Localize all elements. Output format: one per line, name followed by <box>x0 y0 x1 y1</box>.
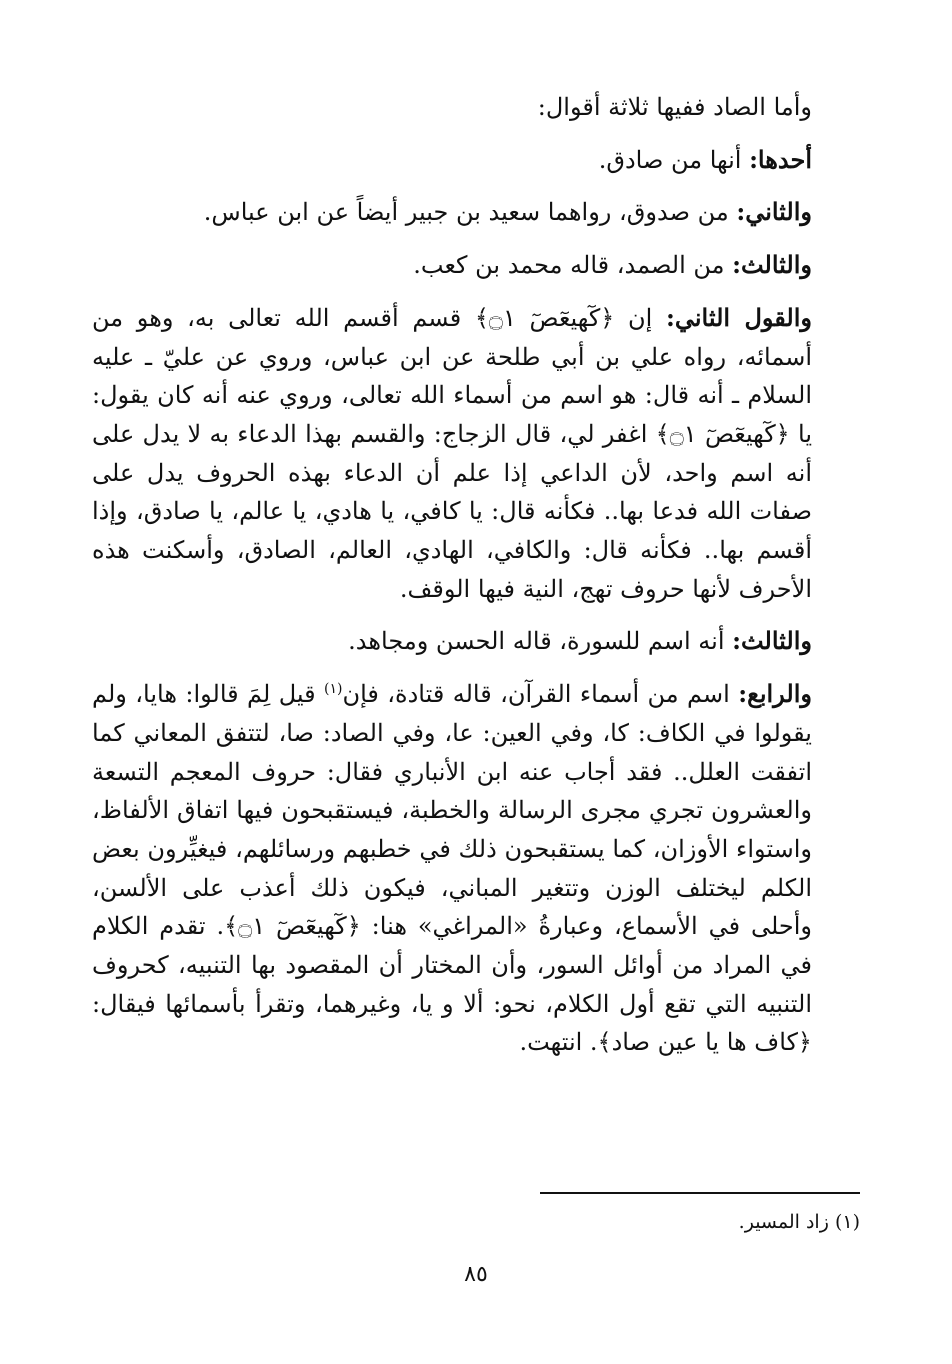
paragraph-text: إن ﴿كٓهيعٓصٓ ۝١﴾ قسم أقسم الله تعالى به، وهو من أسمائه، رواه علي بن أبي طلحة عن ابن عباس، وروي عن عليّ ـ عليه السلام ـ أنه قال: هو اسم من أسماء الله تعالى، وروي عنه أنه كان يقول: يا ﴿كٓهيعٓصٓ ۝١﴾ اغفر لي، قال الزجاج: والقسم بهذا الدعاء به لا يدل على أنه اسم واحد، لأن الداعي إذا علم أن الدعاء بهذه الحروف يدل على صفات الله فدعا بها.. فكأنه قال: يا كافي، يا هادي، يا عالم، يا صادق، وإذا أقسم بها.. فكأنه قال: والكافي، الهادي، العالم، الصادق، وأسكنت هذه الأحرف لأنها حروف تهج، النية فيها الوقف. <box>92 303 812 603</box>
paragraph-second-saying <box>92 299 812 609</box>
paragraph-text: أنه اسم للسورة، قاله الحسن ومجاهد. <box>348 627 733 656</box>
footnote-divider <box>540 1192 860 1194</box>
footnote-text: زاد المسير. <box>738 1211 829 1233</box>
paragraph-label: أحدها: <box>749 144 812 174</box>
paragraph-text: أنها من صادق. <box>598 145 750 174</box>
paragraph-third-saying <box>92 622 812 661</box>
footnote-marker: (١) <box>834 1211 860 1233</box>
page-number: ٨٥ <box>464 1262 488 1287</box>
footnote <box>540 1208 860 1236</box>
footnote-reference[interactable]: (١) <box>324 681 343 698</box>
paragraph-intro: وأما الصاد ففيها ثلاثة أقوال: <box>537 93 812 121</box>
paragraph-text: من صدوق، رواهما سعيد بن جبير أيضاً عن ابن عباس. <box>203 198 737 227</box>
body-text <box>92 88 812 1076</box>
paragraph-label: والقول الثاني: <box>665 302 812 332</box>
paragraph-label: والثالث: <box>732 626 812 656</box>
paragraph-text: من الصمد، قاله محمد بن كعب. <box>413 251 733 280</box>
paragraph-first-opinion <box>92 141 812 180</box>
paragraph-text-continued: قيل لِمَ قالوا: هايا، ولم يقولوا في الكاف: كا، وفي العين: عا، وفي الصاد: صا، لتتفق المعاني كما اتفقت العلل.. فقد أجاب عنه ابن الأنباري فقال: حروف المعجم التسعة والعشرون تجري مجرى الرسالة والخطبة، فيستقبحون فيها اتفاق الألفاظ، واستواء الأوزان، كما يستقبحون ذلك في خطبهم ورسائلهم، فيغيِّرون بعض الكلم ليختلف الوزن وتتغير المباني، فيكون ذلك أعذب على الألسن، وأحلى في الأسماع، وعبارةُ «المراغي» هنا: ﴿كٓهيعٓصٓ ۝١﴾. تقدم الكلام في المراد من أوائل السور، وأن المختار أن المقصود بها التنبيه، كحروف التنبيه التي تقع أول الكلام، نحو: ألا و يا، وغيرهما، وتقرأ بأسمائها فيقال: ﴿كاف ها يا عين صاد﴾. انتهت. <box>92 680 812 1057</box>
paragraph-third-opinion <box>92 246 812 285</box>
paragraph-label: والثاني: <box>736 197 812 227</box>
paragraph-second-opinion <box>92 193 812 232</box>
paragraph-fourth-saying <box>92 675 812 1062</box>
paragraph-label: والثالث: <box>732 250 812 280</box>
paragraph-label: والرابع: <box>738 679 812 709</box>
paragraph-text: اسم من أسماء القرآن، قاله قتادة، فإن <box>342 680 739 709</box>
